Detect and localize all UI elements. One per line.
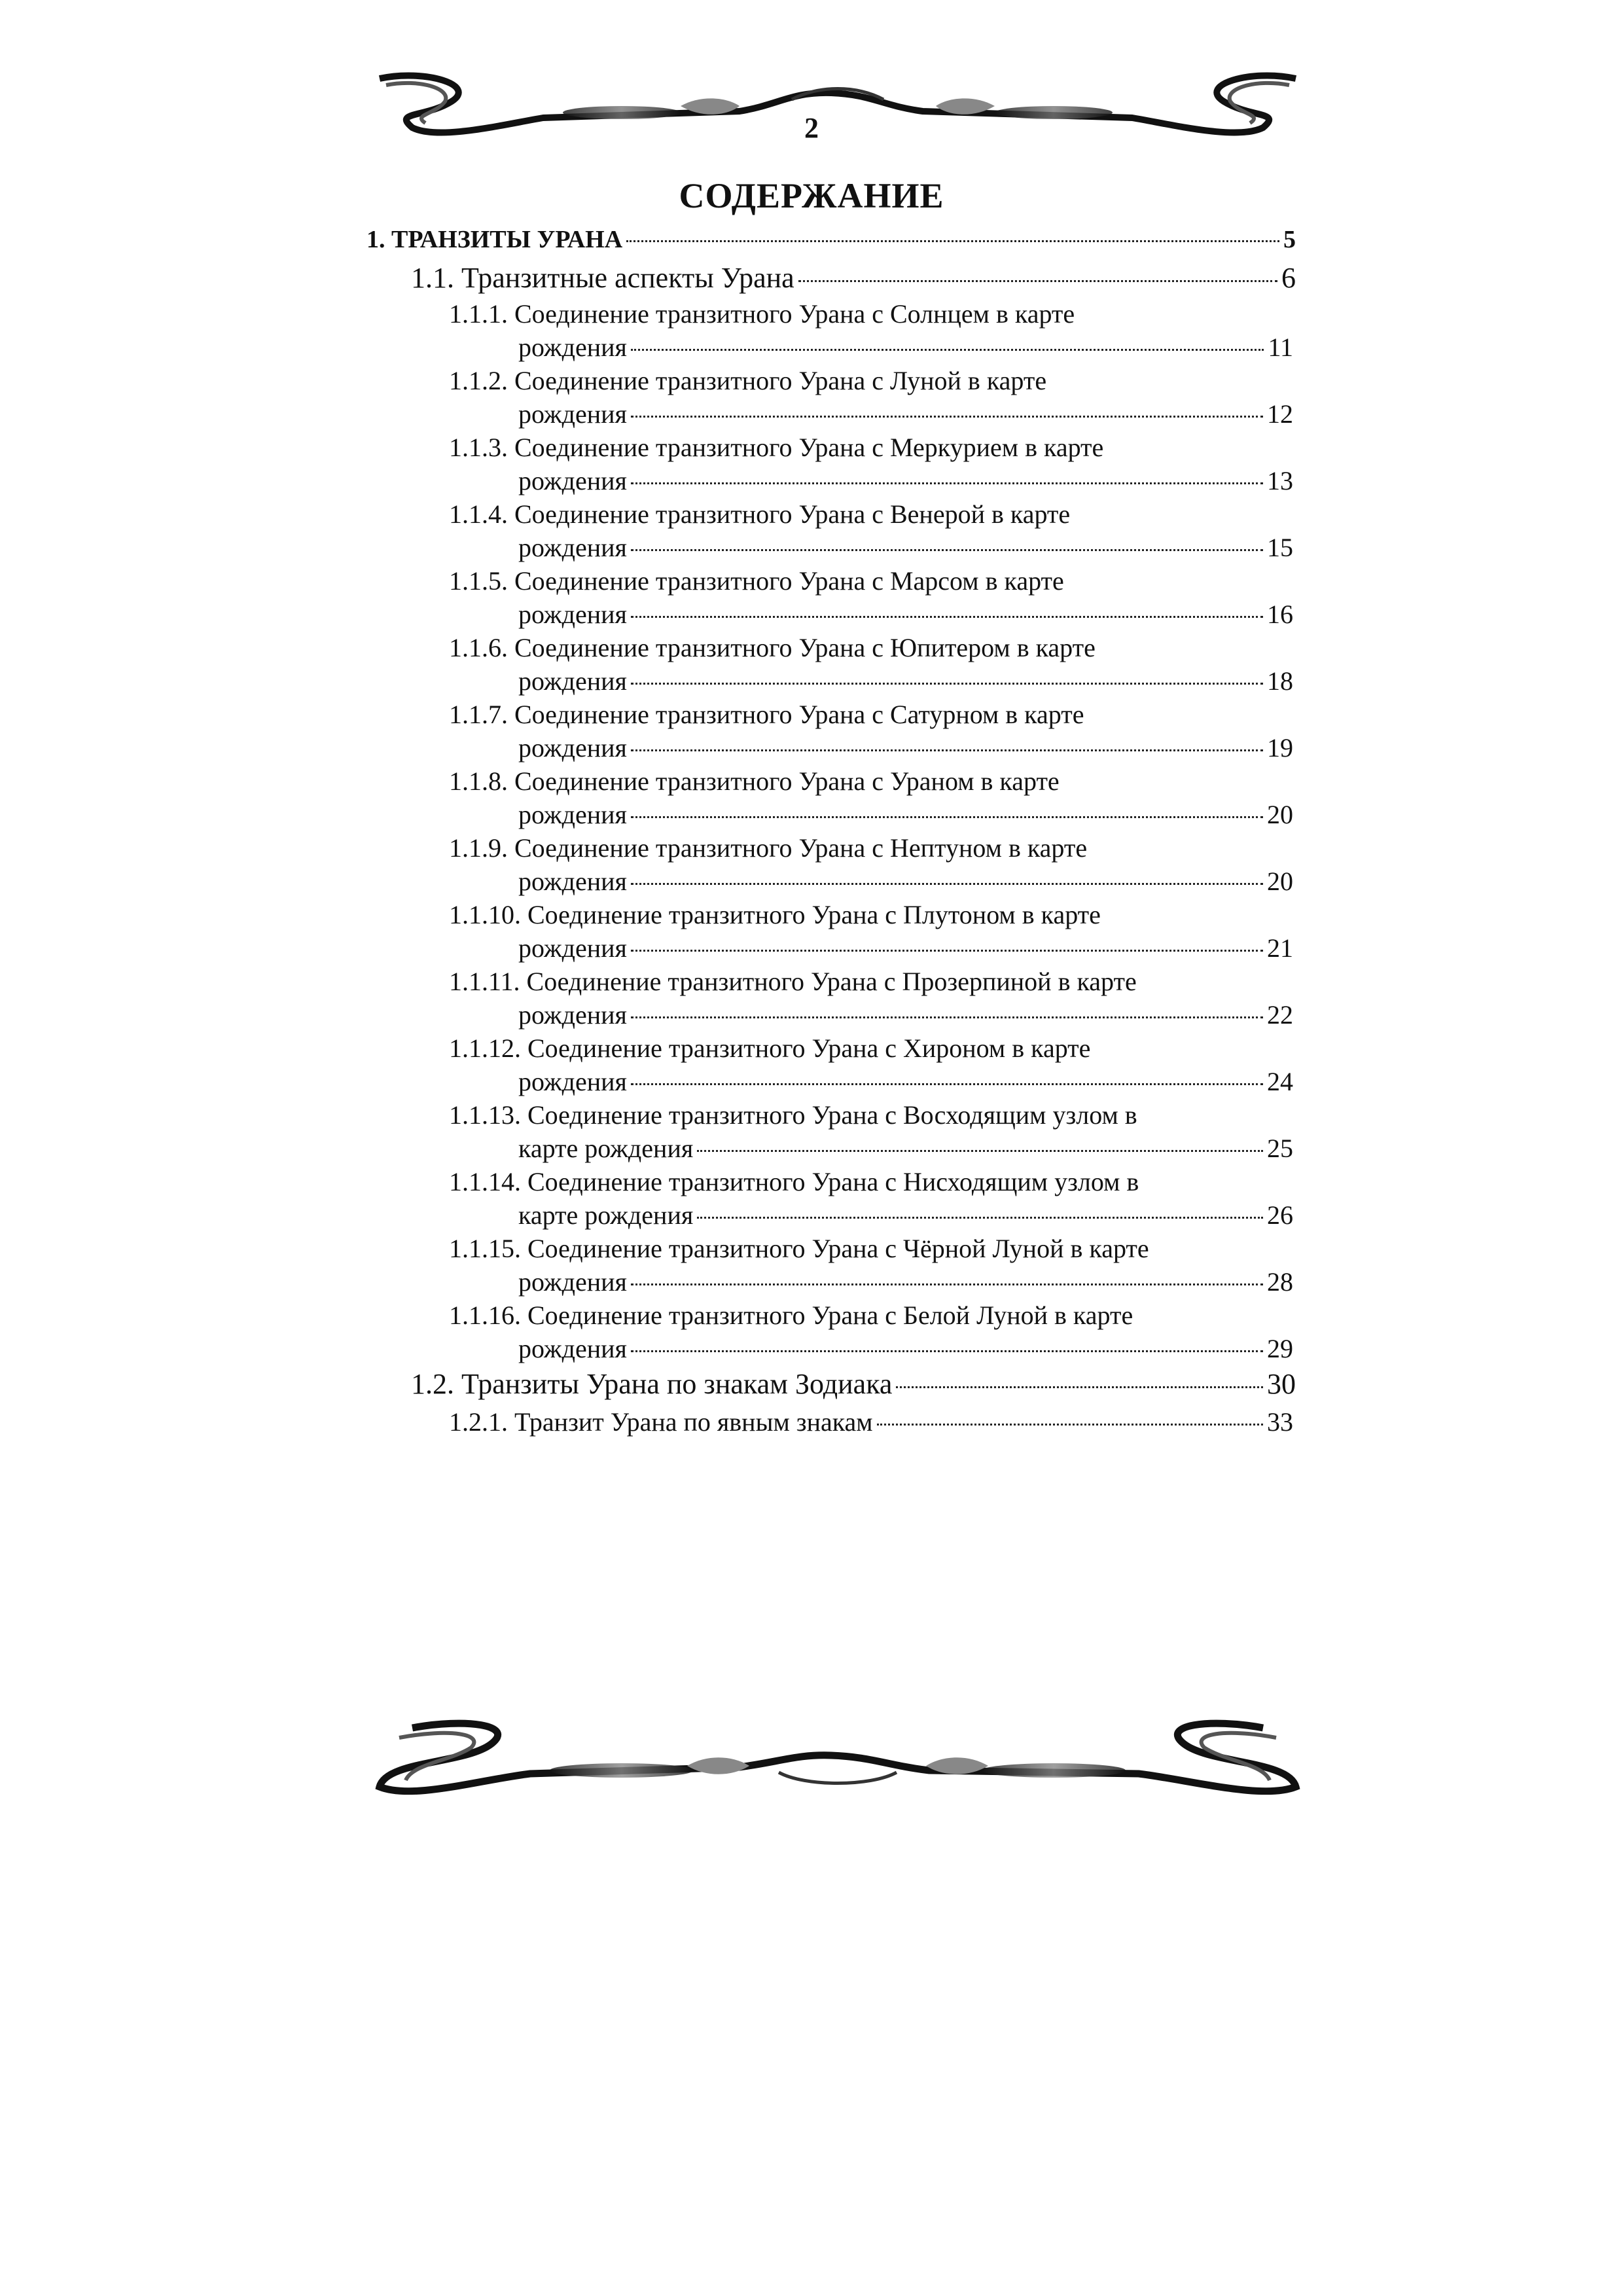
toc-item-continuation: рождения (518, 1334, 627, 1363)
toc-section-label: 1.2. Транзиты Урана по знакам Зодиака (411, 1368, 893, 1400)
dot-leader (631, 749, 1263, 751)
toc-page-number: 21 (1267, 933, 1293, 963)
toc-item-text: Соединение транзитного Урана с Венерой в карте (514, 499, 1071, 529)
toc-page-number: 20 (1267, 867, 1293, 896)
dot-leader (631, 416, 1263, 418)
toc-page-number: 26 (1267, 1200, 1293, 1230)
toc-item-title-line (449, 631, 1293, 664)
toc-item-text: Соединение транзитного Урана с Нисходящим узлом в (527, 1167, 1139, 1196)
dot-leader (631, 1350, 1263, 1352)
toc-item-number: 1.1.12. (449, 1033, 521, 1063)
dot-leader (631, 1083, 1263, 1085)
toc-item-title-line (449, 431, 1293, 464)
toc-item-title-line (449, 965, 1293, 998)
toc-page-number: 20 (1267, 800, 1293, 829)
toc-item-title-line (449, 1165, 1293, 1198)
toc-item-text: Соединение транзитного Урана с Белой Луной в карте (527, 1300, 1133, 1330)
toc-item[interactable] (449, 898, 1293, 965)
toc-item-text: Соединение транзитного Урана с Ураном в карте (514, 766, 1060, 796)
toc-item-title-line (449, 297, 1293, 331)
toc-page-number: 33 (1267, 1407, 1293, 1437)
dot-leader (631, 816, 1263, 818)
toc-item[interactable] (449, 698, 1293, 764)
toc-item-continuation-line (449, 397, 1293, 431)
toc-item-title-line (449, 497, 1293, 531)
toc-page-number: 25 (1267, 1134, 1293, 1163)
toc-item-continuation: рождения (518, 933, 627, 963)
toc-item-continuation: рождения (518, 600, 627, 629)
toc-page-number: 5 (1283, 226, 1296, 253)
toc-item-text: Соединение транзитного Урана с Меркурием в карте (514, 433, 1104, 462)
toc-item-text: Соединение транзитного Урана с Плутоном в карте (527, 900, 1101, 929)
toc-item-continuation-line (449, 731, 1293, 764)
toc-chapter-1[interactable] (366, 220, 1296, 259)
page-number: 2 (804, 112, 819, 144)
toc-page-number: 18 (1267, 666, 1293, 696)
toc-item[interactable] (449, 764, 1293, 831)
toc-item-title-line (449, 1098, 1293, 1132)
toc-item-continuation-line (449, 1065, 1293, 1098)
toc-item-continuation-line (449, 531, 1293, 564)
toc-page-number: 19 (1267, 733, 1293, 762)
toc-section-1-2[interactable] (411, 1365, 1296, 1403)
dot-leader (631, 883, 1263, 885)
toc-item-continuation-line (449, 464, 1293, 497)
toc-item-number: 1.1.6. (449, 633, 508, 662)
dot-leader (896, 1386, 1263, 1388)
toc-item-text: Соединение транзитного Урана с Солнцем в карте (514, 299, 1075, 329)
dot-leader (631, 1016, 1263, 1018)
toc-item-continuation: рождения (518, 533, 627, 562)
toc-page-number: 30 (1267, 1368, 1296, 1400)
dot-leader (631, 349, 1264, 351)
toc-item[interactable] (449, 1165, 1293, 1232)
toc-section-1-1[interactable] (411, 259, 1296, 297)
toc-item-number: 1.1.2. (449, 366, 508, 395)
toc-item-number: 1.1.11. (449, 967, 520, 996)
toc-page-number: 15 (1267, 533, 1293, 562)
table-of-contents (0, 220, 1623, 1441)
dot-leader (631, 683, 1263, 685)
toc-item-number: 1.1.16. (449, 1300, 521, 1330)
toc-page-number: 6 (1281, 262, 1296, 294)
toc-title: СОДЕРЖАНИЕ (679, 176, 944, 215)
toc-page-number: 16 (1267, 600, 1293, 629)
toc-item[interactable] (449, 1299, 1293, 1365)
toc-item-text: Соединение транзитного Урана с Луной в карте (514, 366, 1047, 395)
toc-item-number: 1.1.1. (449, 299, 508, 329)
toc-page-number: 12 (1267, 399, 1293, 429)
toc-item-continuation: рождения (518, 1267, 627, 1297)
toc-item-number: 1.1.5. (449, 566, 508, 596)
toc-item-title-line (449, 698, 1293, 731)
toc-item-continuation: рождения (518, 466, 627, 495)
toc-page-number: 13 (1267, 466, 1293, 495)
toc-item-continuation-line (449, 865, 1293, 898)
toc-item-continuation: рождения (518, 399, 627, 429)
toc-item-continuation: рождения (518, 332, 627, 362)
dot-leader (626, 240, 1279, 242)
dot-leader (631, 950, 1263, 952)
toc-item-continuation: карте рождения (518, 1200, 694, 1230)
toc-item-number: 1.1.10. (449, 900, 521, 929)
toc-item-continuation: рождения (518, 666, 627, 696)
toc-item-number: 1.1.9. (449, 833, 508, 863)
toc-item-title-line (449, 898, 1293, 931)
toc-item-title-line (449, 831, 1293, 865)
toc-item-continuation-line (449, 664, 1293, 698)
toc-section-label: 1.1. Транзитные аспекты Урана (411, 262, 794, 294)
toc-item-continuation: рождения (518, 800, 627, 829)
toc-item-text: Соединение транзитного Урана с Юпитером в карте (514, 633, 1096, 662)
toc-item-continuation: рождения (518, 867, 627, 896)
dot-leader (631, 1283, 1263, 1285)
toc-item[interactable] (449, 497, 1293, 564)
toc-item-number: 1.1.15. (449, 1234, 521, 1263)
toc-item-continuation: рождения (518, 733, 627, 762)
toc-item-continuation-line (449, 798, 1293, 831)
toc-page-number: 24 (1267, 1067, 1293, 1096)
toc-item[interactable] (449, 631, 1293, 698)
toc-item[interactable] (449, 831, 1293, 898)
toc-item[interactable] (449, 1232, 1293, 1299)
toc-item-1-2-1[interactable] (449, 1403, 1293, 1441)
dot-leader (631, 549, 1263, 551)
dot-leader (631, 482, 1263, 484)
toc-item-number: 1.1.8. (449, 766, 508, 796)
toc-item-continuation-line (449, 1132, 1293, 1165)
toc-item[interactable] (449, 965, 1293, 1031)
toc-item-number: 1.1.3. (449, 433, 508, 462)
toc-item-number: 1.1.4. (449, 499, 508, 529)
dot-leader (697, 1150, 1263, 1152)
toc-item-continuation: карте рождения (518, 1134, 694, 1163)
toc-item-text: Соединение транзитного Урана с Сатурном в карте (514, 700, 1084, 729)
toc-item-text: Соединение транзитного Урана с Восходящим узлом в (527, 1100, 1137, 1130)
dot-leader (697, 1217, 1263, 1219)
toc-item-continuation-line (449, 331, 1293, 364)
toc-item[interactable] (449, 431, 1293, 497)
toc-page-number: 29 (1267, 1334, 1293, 1363)
dot-leader (631, 616, 1263, 618)
toc-item-continuation-line (449, 598, 1293, 631)
toc-page-number: 28 (1267, 1267, 1293, 1297)
toc-item-continuation-line (449, 1332, 1293, 1365)
toc-item-continuation-line (449, 1265, 1293, 1299)
toc-page-number: 22 (1267, 1000, 1293, 1030)
toc-item-number: 1.1.13. (449, 1100, 521, 1130)
toc-item-title-line (449, 1232, 1293, 1265)
toc-item-continuation-line (449, 931, 1293, 965)
toc-item-title-line (449, 1031, 1293, 1065)
toc-chapter-label: 1. ТРАНЗИТЫ УРАНА (366, 226, 623, 253)
toc-item-text: Соединение транзитного Урана с Чёрной Луной в карте (527, 1234, 1149, 1263)
toc-item-text: Соединение транзитного Урана с Прозерпиной в карте (526, 967, 1137, 996)
toc-item[interactable] (449, 564, 1293, 631)
bottom-ornament-divider (373, 1708, 1302, 1806)
toc-item-continuation: рождения (518, 1000, 627, 1030)
toc-item-continuation: рождения (518, 1067, 627, 1096)
toc-item[interactable] (449, 364, 1293, 431)
toc-item[interactable] (449, 1031, 1293, 1098)
dot-leader (798, 280, 1277, 282)
toc-item-text: Соединение транзитного Урана с Хироном в карте (527, 1033, 1091, 1063)
toc-item[interactable] (449, 1098, 1293, 1165)
dot-leader (877, 1424, 1263, 1426)
toc-item-title-line (449, 564, 1293, 598)
toc-item-number: 1.1.14. (449, 1167, 521, 1196)
toc-item-continuation-line (449, 998, 1293, 1031)
toc-item[interactable] (449, 297, 1293, 364)
toc-item-continuation-line (449, 1198, 1293, 1232)
toc-item-text: Соединение транзитного Урана с Марсом в карте (514, 566, 1064, 596)
toc-item-title-line (449, 364, 1293, 397)
toc-item-title-line (449, 764, 1293, 798)
toc-item-text: Соединение транзитного Урана с Нептуном в карте (514, 833, 1088, 863)
toc-item-title-line (449, 1299, 1293, 1332)
toc-item-number: 1.1.7. (449, 700, 508, 729)
toc-item-label: 1.2.1. Транзит Урана по явным знакам (449, 1407, 873, 1437)
toc-page-number: 11 (1268, 332, 1293, 362)
